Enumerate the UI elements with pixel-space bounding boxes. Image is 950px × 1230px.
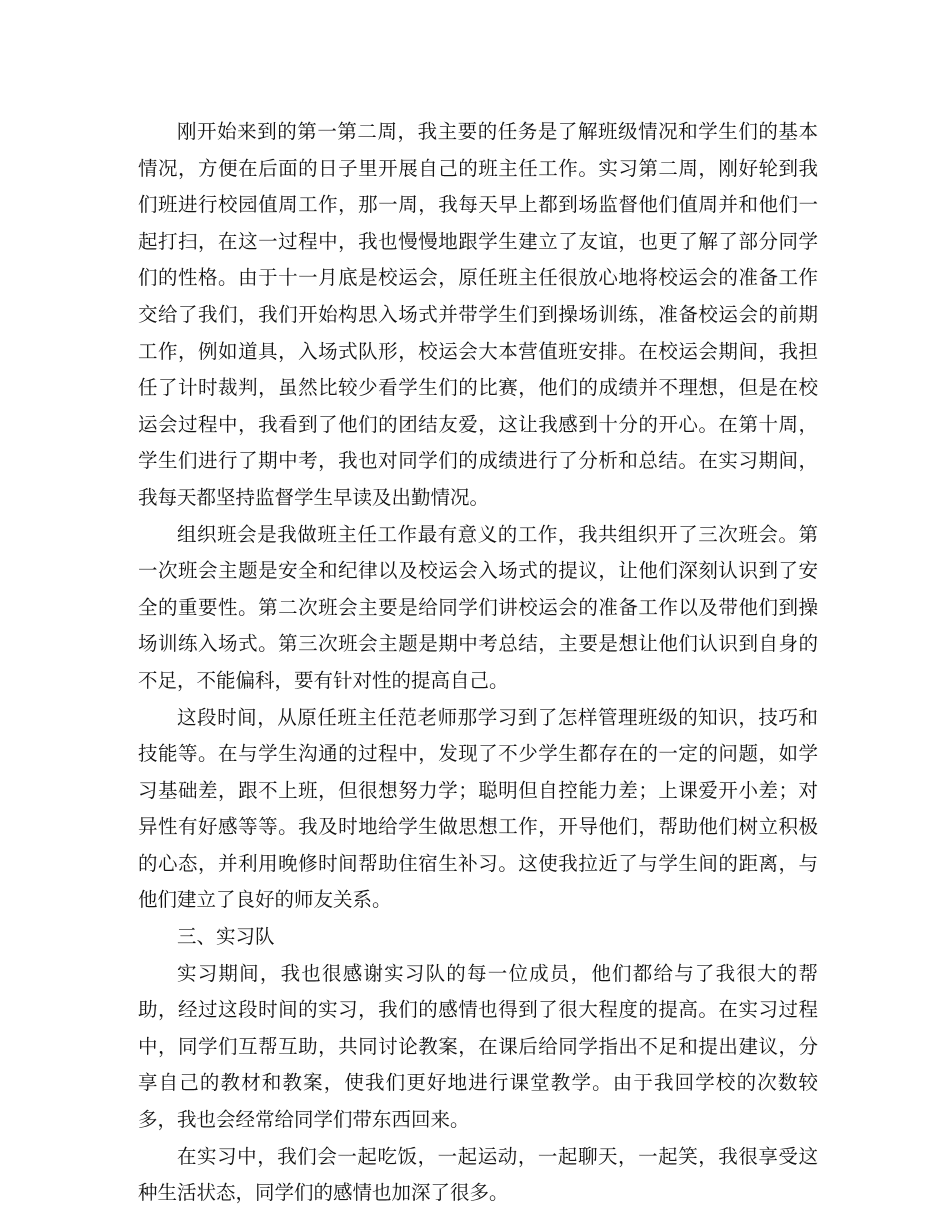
section-heading-internship-team: 三、实习队 (177, 925, 275, 949)
paragraph-class-management: 这段时间，从原任班主任范老师那学习到了怎样管理班级的知识，技巧和技能等。在与学生沟通的过程中，发现了不少学生都存在的一定的问题，如学习基础差，跟不上班，但很想努力学；聪明但自控能力差；上课爱开小差；对异性有好感等等。我及时地给学生做思想工作，开导他们，帮助他们树立积极的心态，并利用晚修时间帮助住宿生补习。这使我拉近了与学生间的距离，与他们建立了良好的师友关系。 (138, 705, 818, 912)
paragraph-first-weeks: 刚开始来到的第一第二周，我主要的任务是了解班级情况和学生们的基本情况，方便在后面的日子里开展自己的班主任工作。实习第二周，刚好轮到我们班进行校园值周工作，那一周，我每天早上都到场监督他们值周并和他们一起打扫，在这一过程中，我也慢慢地跟学生建立了友谊，也更了解了部分同学们的性格。由于十一月底是校运会，原任班主任很放心地将校运会的准备工作交给了我们，我们开始构思入场式并带学生们到操场训练，准备校运会的前期工作，例如道具，入场式队形，校运会大本营值班安排。在校运会期间，我担任了计时裁判，虽然比较少看学生们的比赛，他们的成绩并不理想，但是在校运会过程中，我看到了他们的团结友爱，这让我感到十分的开心。在第十周，学生们进行了期中考，我也对同学们的成绩进行了分析和总结。在实习期间，我每天都坚持监督学生早读及出勤情况。 (138, 120, 818, 509)
paragraph-class-meetings: 组织班会是我做班主任工作最有意义的工作，我共组织开了三次班会。第一次班会主题是安全和纪律以及校运会入场式的提议，让他们深刻认识到了安全的重要性。第二次班会主要是给同学们讲校运会的准备工作以及带他们到操场训练入场式。第三次班会主题是期中考总结，主要是想让他们认识到自身的不足，不能偏科，要有针对性的提高自己。 (138, 522, 818, 692)
document-page (138, 114, 818, 1212)
paragraph-team-thanks: 实习期间，我也很感谢实习队的每一位成员，他们都给与了我很大的帮助，经过这段时间的实习，我们的感情也得到了很大程度的提高。在实习过程中，同学们互帮互助，共同讨论教案，在课后给同学指出不足和提出建议，分享自己的教材和教案，使我们更好地进行课堂教学。由于我回学校的次数较多，我也会经常给同学们带东西回来。 (138, 961, 818, 1132)
paragraph-team-life: 在实习中，我们会一起吃饭，一起运动，一起聊天，一起笑，我很享受这种生活状态，同学们的感情也加深了很多。 (138, 1144, 818, 1205)
